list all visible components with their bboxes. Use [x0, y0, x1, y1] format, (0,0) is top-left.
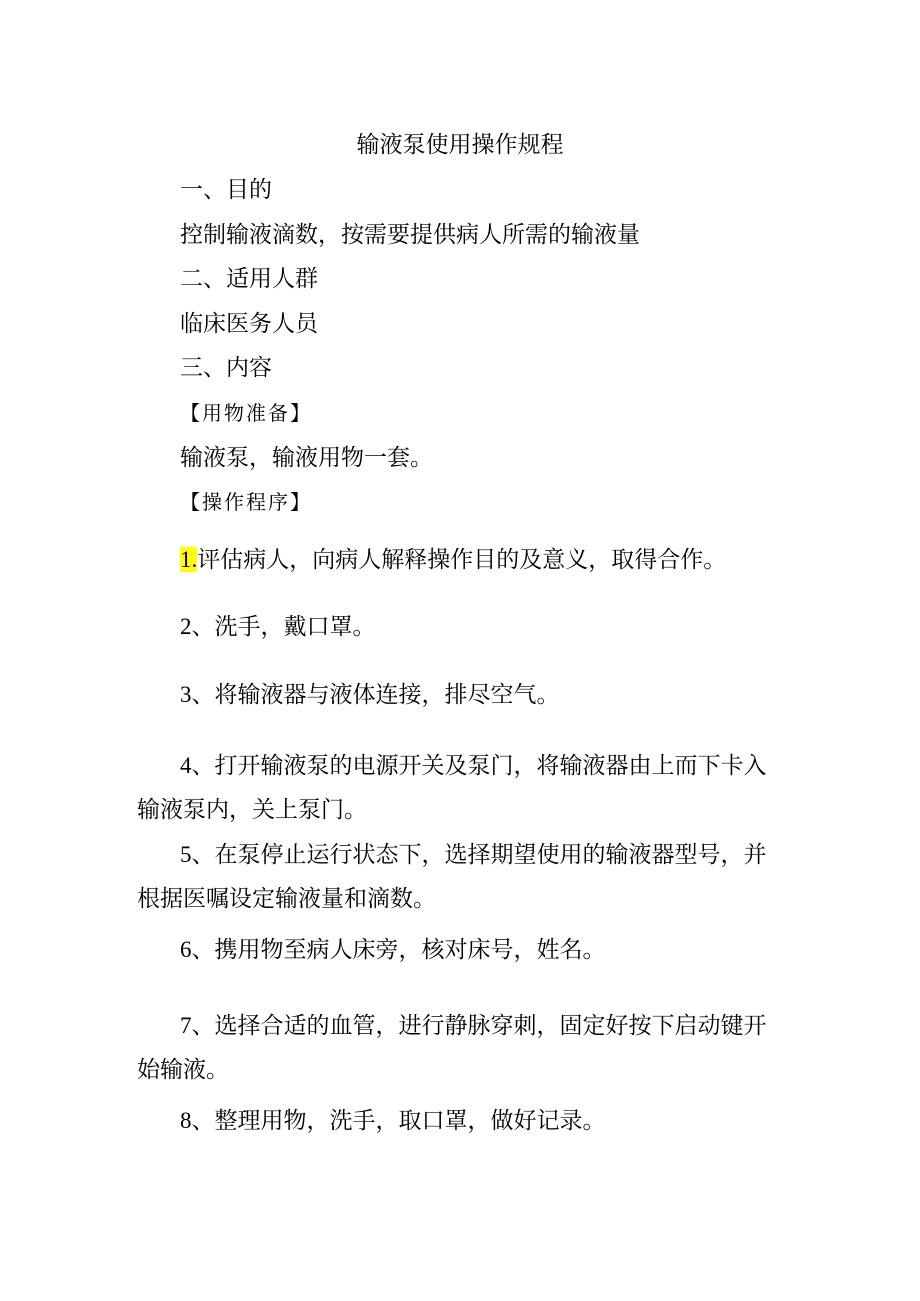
procedure-step: [180, 680, 560, 710]
step-number: 4、: [180, 753, 215, 778]
step-text: 携用物至病人床旁，核对床号，姓名。: [214, 937, 606, 963]
section-heading-content: 三、内容: [180, 355, 272, 381]
step-number: 5、: [180, 842, 215, 867]
section-heading-purpose: 一、目的: [180, 177, 272, 203]
procedure-step: [180, 840, 767, 870]
section-text-purpose: 控制输液滴数，按需要提供病人所需的输液量: [180, 222, 640, 248]
procedure-step: [180, 612, 376, 642]
procedure-step-continuation: 输液泵内，关上泵门。: [137, 797, 367, 823]
step-text: 选择合适的血管，进行静脉穿刺，固定好按下启动键开: [214, 1013, 767, 1039]
step-number: 1.: [180, 547, 198, 572]
step-number: 6、: [180, 937, 215, 962]
step-number: 8、: [180, 1108, 215, 1133]
materials-heading: 【用物准备】: [180, 401, 312, 425]
procedure-step: [180, 1106, 606, 1136]
step-text: 将输液器与液体连接，排尽空气。: [214, 682, 560, 708]
procedure-heading: 【操作程序】: [180, 490, 312, 514]
procedure-step: [180, 751, 767, 781]
step-text: 打开输液泵的电源开关及泵门，将输液器由上而下卡入: [214, 753, 767, 779]
step-number: 3、: [180, 682, 215, 707]
step-text: 整理用物，洗手，取口罩，做好记录。: [214, 1108, 606, 1134]
step-text: 洗手，戴口罩。: [214, 614, 376, 640]
materials-text: 输液泵，输液用物一套。: [180, 445, 433, 471]
procedure-step: [180, 935, 606, 965]
step-text: 评估病人，向病人解释操作目的及意义，取得合作。: [197, 547, 727, 573]
procedure-step: [180, 545, 726, 575]
step-number: 2、: [180, 614, 215, 639]
section-heading-audience: 二、适用人群: [180, 266, 318, 292]
section-text-audience: 临床医务人员: [180, 311, 318, 337]
step-number: 7、: [180, 1013, 215, 1038]
procedure-step-continuation: 始输液。: [137, 1057, 229, 1083]
procedure-step: [180, 1011, 767, 1041]
document-title: 输液泵使用操作规程: [356, 132, 564, 158]
step-text: 在泵停止运行状态下，选择期望使用的输液器型号，并: [214, 842, 767, 868]
procedure-step-continuation: 根据医嘱设定输液量和滴数。: [137, 886, 436, 912]
